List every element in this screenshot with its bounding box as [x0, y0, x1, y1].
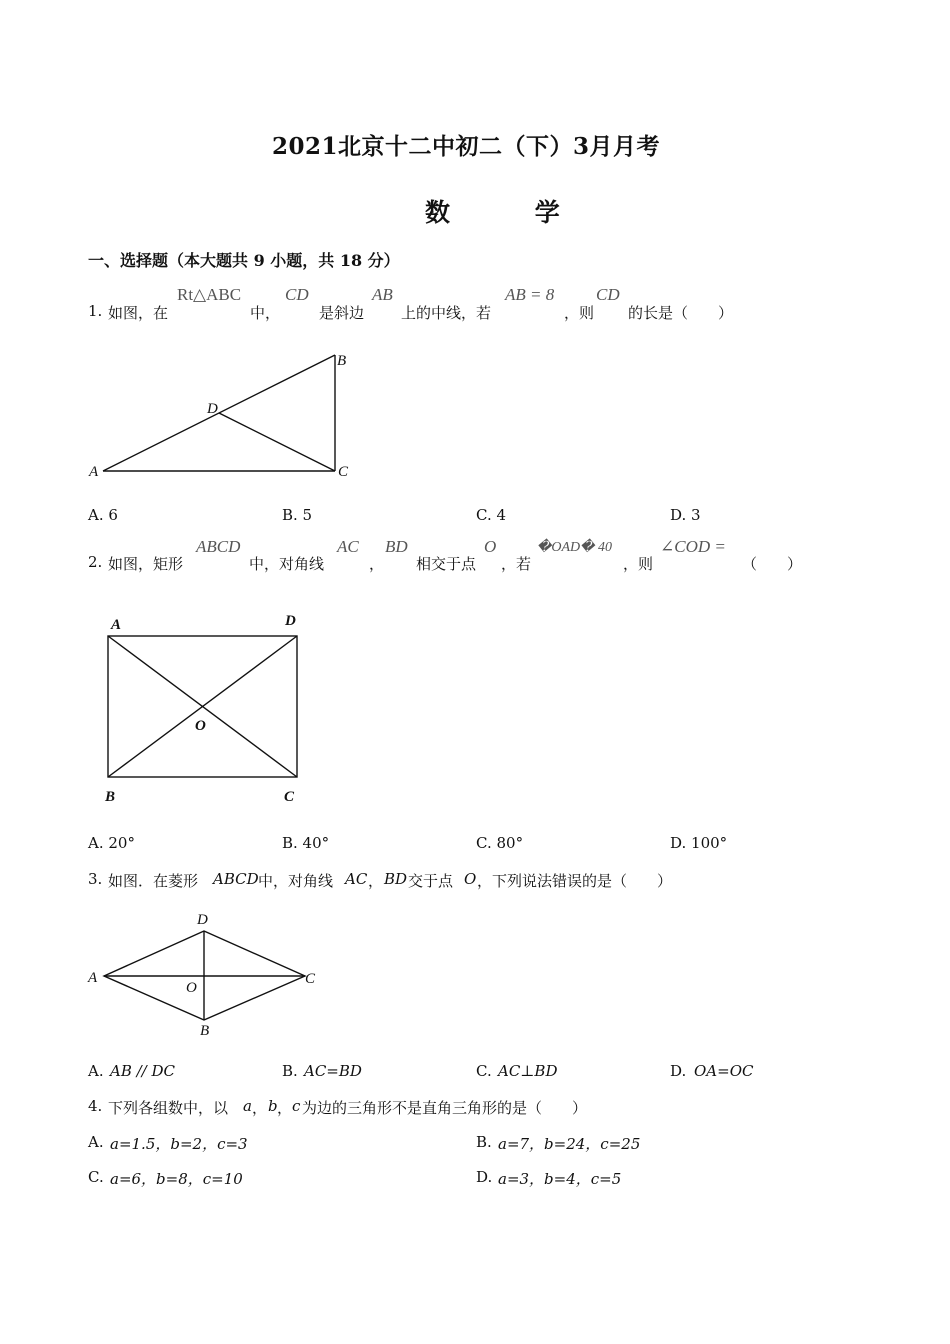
q4-option-b-prefix: B. [476, 1133, 492, 1151]
q3-label-b: B [200, 1023, 210, 1039]
q2-label-a: A [111, 617, 122, 633]
q1-option-a: A. 6 [88, 506, 118, 524]
q4-text-1: 下列各组数中，以 [108, 1099, 229, 1117]
q4-option-c: a=6，b=8，c=10 [110, 1170, 243, 1188]
q2-text-6: ，则 [623, 555, 654, 573]
q2-option-d: D. 100° [670, 834, 728, 852]
q3-text-3: ， [368, 872, 384, 890]
q3-option-b-prefix: B. [282, 1062, 298, 1080]
subject-title: 数 学 [425, 198, 598, 227]
q1-math-cd-2: CD [596, 285, 620, 304]
q3-math-ac: AC [345, 870, 368, 888]
q1-number: 1. [88, 302, 103, 320]
q2-text-1: 如图，矩形 [108, 555, 184, 573]
q3-option-c-prefix: C. [476, 1062, 492, 1080]
q4-option-a: a=1.5，b=2，c=3 [110, 1135, 248, 1153]
q3-text-2: 中，对角线 [258, 872, 334, 890]
q1-label-d: D [207, 401, 218, 417]
q2-option-b: B. 40° [282, 834, 330, 852]
q2-math-o: O [484, 537, 497, 556]
q2-math-angle-oad: �OAD� 40 [537, 540, 612, 555]
q4-option-a-prefix: A. [88, 1133, 104, 1151]
q3-label-o: O [186, 980, 197, 996]
q4-var-a: a [243, 1097, 252, 1115]
q2-number: 2. [88, 553, 103, 571]
q1-option-d: D. 3 [670, 506, 701, 524]
q1-figure [85, 345, 365, 485]
q4-option-d-prefix: D. [476, 1168, 493, 1186]
q2-label-o: O [195, 718, 206, 734]
q2-text-4: 相交于点 [416, 555, 477, 573]
q2-text-7: （ ） [742, 555, 803, 573]
q1-option-b: B. 5 [282, 506, 313, 524]
q3-option-d-prefix: D. [670, 1062, 687, 1080]
page-title: 2021北京十二中初二（下）3月月考 [272, 133, 661, 160]
q1-text-1: 如图，在 [108, 304, 169, 322]
q2-math-angle-cod: ∠COD = [660, 537, 726, 556]
q4-option-b: a=7，b=24，c=25 [498, 1135, 641, 1153]
q2-option-a: A. 20° [88, 834, 135, 852]
q1-math-ab-eq: AB = 8 [505, 285, 555, 304]
q4-text-2: 为边的三角形不是直角三角形的是（ ） [302, 1099, 588, 1117]
q2-label-d: D [285, 613, 296, 629]
q2-math-abcd: ABCD [196, 537, 241, 556]
q4-number: 4. [88, 1097, 103, 1115]
q3-number: 3. [88, 870, 103, 888]
q3-label-c: C [305, 971, 316, 987]
q3-option-a-prefix: A. [88, 1062, 104, 1080]
q1-label-b: B [337, 353, 347, 369]
q1-text-5: ，则 [564, 304, 595, 322]
q2-figure [95, 605, 315, 810]
q3-math-bd: BD [384, 870, 408, 888]
q2-text-2: 中，对角线 [249, 555, 325, 573]
q2-math-ac: AC [337, 537, 359, 556]
q3-math-abcd: ABCD [213, 870, 259, 888]
q2-label-b: B [105, 789, 116, 805]
q3-text-4: 交于点 [408, 872, 454, 890]
q3-label-d: D [197, 912, 208, 928]
q1-math-cd: CD [285, 285, 309, 304]
q2-math-bd: BD [385, 537, 408, 556]
q3-option-c: AC⊥BD [498, 1062, 558, 1080]
q1-text-2: 中， [250, 304, 281, 322]
q1-option-c: C. 4 [476, 506, 507, 524]
q3-option-a: AB // DC [110, 1062, 176, 1080]
q2-label-c: C [284, 789, 295, 805]
q1-math-triangle: Rt△ABC [177, 285, 242, 304]
q1-text-6: 的长是（ ） [628, 304, 734, 322]
q2-text-5: ，若 [501, 555, 532, 573]
q3-text-5: ，下列说法错误的是（ ） [477, 872, 673, 890]
q1-text-3: 是斜边 [319, 304, 365, 322]
q1-label-c: C [338, 464, 349, 480]
q3-option-d: OA=OC [694, 1062, 754, 1080]
q3-figure [85, 905, 325, 1040]
section-heading: 一、选择题（本大题共 9 小题，共 18 分） [88, 251, 400, 270]
q4-var-c: c [292, 1097, 301, 1115]
q4-sep-2: ， [277, 1099, 293, 1117]
q1-label-a: A [89, 464, 99, 480]
q3-label-a: A [88, 970, 98, 986]
q4-sep-1: ， [252, 1099, 268, 1117]
q3-option-b: AC=BD [304, 1062, 362, 1080]
q4-option-c-prefix: C. [88, 1168, 104, 1186]
q4-var-b: b [268, 1097, 278, 1115]
q3-text-1: 如图．在菱形 [108, 872, 199, 890]
q1-math-ab: AB [372, 285, 393, 304]
q2-option-c: C. 80° [476, 834, 524, 852]
q3-math-o: O [464, 870, 477, 888]
q4-option-d: a=3，b=4，c=5 [498, 1170, 622, 1188]
q2-text-3: ， [369, 555, 385, 573]
q1-text-4: 上的中线，若 [401, 304, 492, 322]
